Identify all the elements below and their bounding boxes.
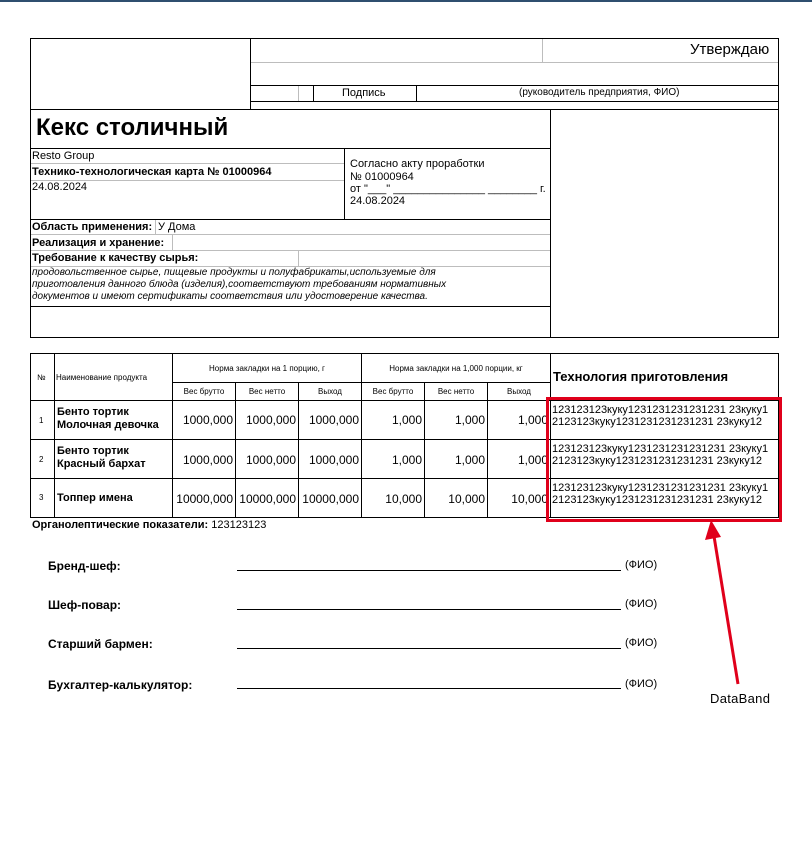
signature-line [237,609,621,610]
window-top-border [0,0,812,2]
group2-header: Норма закладки на 1,000 порции, кг [389,364,523,373]
card-number: Технико-технологическая карта № 01000964 [32,166,272,178]
act-date-template: от "___" _______________ ________ г. [350,183,546,195]
organoleptic-line [32,519,266,531]
organoleptic-label: Органолептические показатели: [32,519,209,531]
signature-line [237,688,621,689]
quality-text-line2: приготовления данного блюда (изделия),соответствуют требованиям нормативных [32,279,447,290]
logo-cell [30,38,251,110]
sub-gross-1: Вес брутто [183,387,225,396]
quality-text-line1: продовольственное сырье, пищевые продукты и полуфабрикаты,используемые для [32,267,436,278]
organoleptic-value: 123123123 [211,519,267,531]
tech-text: 123123123куку1231231231231231 23куку12123123куку1231231231231231 23куку12 [552,404,769,428]
databand-highlight [546,397,782,522]
company-name: Resto Group [32,150,95,162]
tech-text: 123123123куку1231231231231231 23куку12123123куку1231231231231231 23куку12 [552,482,769,506]
signature-label: Подпись [342,87,386,99]
col-no-header: № [37,373,46,382]
approve-label: Утверждаю [690,41,770,58]
storage-label: Реализация и хранение: [32,237,165,249]
card-title: Кекс столичный [36,114,229,141]
act-date: 24.08.2024 [350,195,406,207]
sub-net-2: Вес нетто [437,387,475,396]
card-date: 24.08.2024 [32,181,88,193]
sub-out-1: Выход [318,387,342,396]
scope-value: У Дома [158,221,196,233]
signature-line [237,648,621,649]
sub-gross-2: Вес брутто [372,387,414,396]
quality-text-line3: документов и имеют сертификаты соответствия или удостоверение качества. [32,291,428,302]
signature-line [237,570,621,571]
scope-label: Область применения: [32,221,153,233]
director-label: (руководитель предприятия, ФИО) [519,87,680,98]
act-line1: Согласно акту проработки [350,158,485,170]
tech-header: Технология приготовления [553,369,729,384]
databand-label: DataBand [710,691,771,706]
sub-net-1: Вес нетто [248,387,286,396]
databand-arrow-icon [700,518,750,688]
group1-header: Норма закладки на 1 порцию, г [209,364,325,373]
quality-label: Требование к качеству сырья: [32,252,199,264]
col-name-header: Наименование продукта [56,373,148,382]
right-blank-cell [550,109,779,338]
act-number: № 01000964 [350,171,414,183]
tech-text: 123123123куку1231231231231231 23куку12123123куку1231231231231231 23куку12 [552,443,769,467]
sub-out-2: Выход [507,387,531,396]
